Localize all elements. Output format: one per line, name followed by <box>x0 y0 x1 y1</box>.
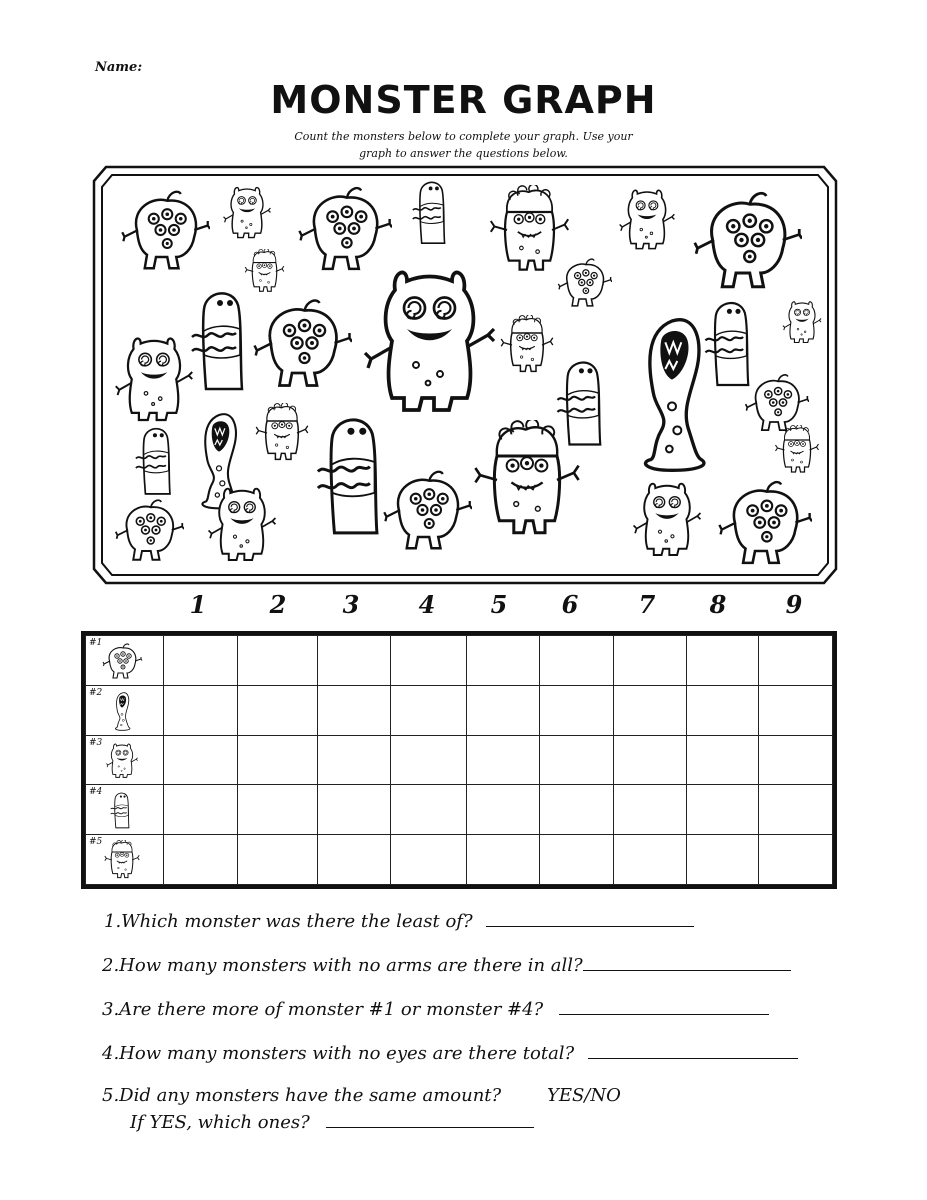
graph-cell[interactable] <box>540 835 614 885</box>
page-title: MONSTER GRAPH <box>270 78 657 122</box>
question-5 <box>102 1085 621 1106</box>
graph-cell[interactable] <box>318 685 391 735</box>
graph-cell[interactable] <box>687 785 759 835</box>
row-label: #2 <box>89 687 103 698</box>
question-2-text: 2.How many monsters with no arms are there in all? <box>102 955 583 976</box>
graph-cell[interactable] <box>759 835 833 885</box>
ghost-wavy-mouth-monster-icon <box>100 790 144 830</box>
graph-cell[interactable] <box>318 785 391 835</box>
tall-one-eye-worm-monster-icon <box>100 691 144 731</box>
monster-1-icon <box>116 500 184 560</box>
monster-5-icon <box>491 184 568 269</box>
monster-5-icon <box>475 419 578 533</box>
question-3-text: 3.Are there more of monster #1 or monster #4? <box>102 999 544 1020</box>
monster-4-icon <box>192 293 242 389</box>
graph-cell[interactable] <box>614 735 687 785</box>
graph-cell[interactable] <box>759 735 833 785</box>
monster-5-icon <box>256 403 308 460</box>
graph-cell[interactable] <box>614 785 687 835</box>
answer-2-line[interactable] <box>583 952 791 971</box>
row-label: #5 <box>89 837 103 848</box>
question-4-text: 4.How many monsters with no eyes are there total? <box>102 1043 575 1064</box>
monster-4-icon <box>136 429 170 494</box>
name-label: Name: <box>95 60 143 75</box>
graph-cell[interactable] <box>467 636 540 686</box>
graph-cell[interactable] <box>687 735 759 785</box>
yes-no-choice[interactable]: YES/NO <box>546 1085 621 1106</box>
monster-3-icon <box>620 190 675 248</box>
graph-cell[interactable] <box>687 685 759 735</box>
graph-cell[interactable] <box>614 835 687 885</box>
monster-3-icon <box>116 339 192 420</box>
graph-cell[interactable] <box>759 785 833 835</box>
curly-hair-three-eye-monster-icon <box>100 840 144 880</box>
graph-cell[interactable] <box>318 835 391 885</box>
graph-cell[interactable] <box>238 636 318 686</box>
graph-cell[interactable] <box>318 735 391 785</box>
monster-scene-illustration <box>92 165 838 585</box>
graph-cell[interactable] <box>391 685 467 735</box>
horned-spiral-eye-monster-icon <box>100 741 144 781</box>
graph-cell[interactable] <box>238 835 318 885</box>
graph-cell[interactable] <box>467 735 540 785</box>
graph-cell[interactable] <box>164 735 238 785</box>
monster-1-icon <box>746 375 809 430</box>
graph-cell[interactable] <box>540 685 614 735</box>
graph-cell[interactable] <box>759 685 833 735</box>
answer-4-line[interactable] <box>588 1040 798 1059</box>
column-number: 4 <box>418 590 436 619</box>
column-number: 2 <box>269 590 287 619</box>
answer-3-line[interactable] <box>559 996 769 1015</box>
row-label: #3 <box>89 737 103 748</box>
monster-1-icon <box>695 193 802 287</box>
graph-cell[interactable] <box>540 636 614 686</box>
graph-cell[interactable] <box>391 636 467 686</box>
graph-cell[interactable] <box>614 636 687 686</box>
graph-cell[interactable] <box>164 835 238 885</box>
monster-graph-grid <box>81 631 837 889</box>
graph-row <box>86 685 833 735</box>
column-number: 1 <box>189 590 207 619</box>
graph-cell[interactable] <box>687 636 759 686</box>
graph-cell[interactable] <box>467 685 540 735</box>
graph-cell[interactable] <box>759 636 833 686</box>
graph-cell[interactable] <box>318 636 391 686</box>
graph-row <box>86 835 833 885</box>
question-1 <box>104 908 694 932</box>
monster-3-icon <box>783 302 821 343</box>
graph-cell[interactable] <box>391 735 467 785</box>
graph-column-numbers <box>0 590 927 624</box>
graph-cell[interactable] <box>614 685 687 735</box>
instructions-text: Count the monsters below to complete your graph. Use your graph to answer the questions below. <box>294 130 633 160</box>
graph-row <box>86 785 833 835</box>
column-number: 3 <box>342 590 360 619</box>
question-3 <box>102 996 769 1020</box>
column-number: 8 <box>709 590 727 619</box>
answer-5-line[interactable] <box>326 1109 534 1128</box>
row-label: #4 <box>89 787 103 798</box>
question-1-text: 1.Which monster was there the least of? <box>104 911 473 932</box>
graph-row-header <box>86 735 164 785</box>
monster-1-icon <box>299 188 392 269</box>
multi-eye-blob-monster-icon <box>100 641 144 681</box>
monster-3-icon <box>634 484 701 555</box>
monster-2-icon <box>646 320 704 471</box>
monster-5-icon <box>245 249 284 292</box>
monster-5-icon <box>776 425 819 472</box>
column-number: 7 <box>638 590 656 619</box>
monster-4-icon <box>705 303 748 385</box>
monster-1-icon <box>558 259 612 306</box>
monster-4-icon <box>413 182 445 243</box>
question-2 <box>102 952 791 976</box>
graph-cell[interactable] <box>238 785 318 835</box>
monster-3-icon <box>365 272 494 410</box>
graph-cell[interactable] <box>391 835 467 885</box>
monster-1-icon <box>255 301 353 386</box>
question-4 <box>102 1040 798 1064</box>
graph-row-header <box>86 685 164 735</box>
monster-3-icon <box>224 188 271 238</box>
monster-4-icon <box>557 363 600 445</box>
graph-cell[interactable] <box>540 735 614 785</box>
graph-row-header <box>86 636 164 686</box>
monster-1-icon <box>384 472 472 549</box>
question-5-followup-text: If YES, which ones? <box>130 1112 310 1133</box>
row-label: #1 <box>89 638 103 648</box>
question-5-followup <box>130 1109 534 1133</box>
graph-cell[interactable] <box>467 785 540 835</box>
column-number: 9 <box>785 590 803 619</box>
graph-row <box>86 735 833 785</box>
graph-cell[interactable] <box>467 835 540 885</box>
column-number: 6 <box>561 590 579 619</box>
graph-cell[interactable] <box>391 785 467 835</box>
question-5-text: 5.Did any monsters have the same amount? <box>102 1085 502 1106</box>
graph-row-header <box>86 785 164 835</box>
graph-cell[interactable] <box>238 735 318 785</box>
graph-cell[interactable] <box>238 685 318 735</box>
monster-1-icon <box>719 482 812 563</box>
graph-cell[interactable] <box>540 785 614 835</box>
monster-4-icon <box>318 420 377 533</box>
graph-cell[interactable] <box>164 785 238 835</box>
graph-row <box>86 636 833 686</box>
monster-5-icon <box>501 315 553 372</box>
graph-cell[interactable] <box>164 685 238 735</box>
column-number: 5 <box>490 590 508 619</box>
graph-cell[interactable] <box>687 835 759 885</box>
graph-cell[interactable] <box>164 636 238 686</box>
graph-row-header <box>86 835 164 885</box>
answer-1-line[interactable] <box>486 908 694 927</box>
monster-1-icon <box>122 192 210 269</box>
